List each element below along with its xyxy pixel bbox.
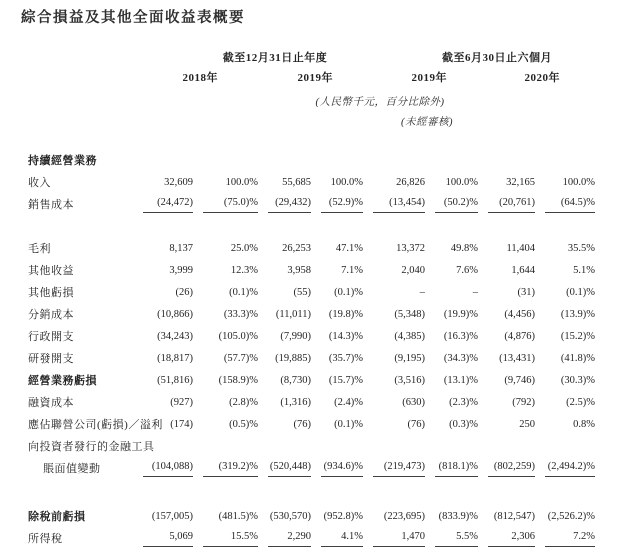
cell-value: (0.1)% — [229, 287, 258, 298]
cell-value: (19.8)% — [328, 309, 363, 320]
cell-value: (174) — [170, 419, 193, 430]
cell-value — [363, 528, 425, 550]
table-row — [28, 436, 595, 458]
cell-value: 7.6% — [456, 265, 478, 276]
cell-value: (812,547) — [493, 511, 535, 522]
table-row — [28, 150, 595, 172]
column-group-header-interim: 截至6月30日止六個月 — [442, 52, 552, 64]
cell-value: 35.5% — [567, 243, 595, 254]
cell-value: (7,990) — [280, 331, 311, 342]
cell-value — [258, 436, 311, 458]
row-label: 向投資者發行的金融工具 — [28, 441, 155, 453]
cell-value: (76) — [407, 419, 425, 430]
table-row — [28, 370, 595, 392]
underlined-value: (20,761) — [488, 197, 535, 213]
row-label: 行政開支 — [28, 331, 74, 343]
cell-value: (2,526.2)% — [547, 511, 595, 522]
cell-value: (2.3)% — [449, 397, 478, 408]
cell-value: (4,876) — [504, 331, 535, 342]
table-row — [28, 304, 595, 326]
cell-value: 100.0% — [225, 177, 258, 188]
underlined-value: (104,088) — [143, 461, 193, 477]
cell-value: (34,243) — [157, 331, 193, 342]
underlined-value: (75.0)% — [203, 197, 258, 213]
cell-value — [133, 528, 193, 550]
cell-value: (158.9)% — [218, 375, 258, 386]
cell-value: (13.1)% — [443, 375, 478, 386]
spacer-cell — [28, 216, 595, 238]
row-label: 分銷成本 — [28, 309, 74, 321]
underlined-value: 5,069 — [143, 531, 193, 547]
cell-value: (4,385) — [394, 331, 425, 342]
cell-value: (15.7)% — [328, 375, 363, 386]
cell-value — [133, 194, 193, 216]
cell-value: 12.3% — [230, 265, 258, 276]
table-row — [28, 528, 595, 550]
cell-value: 26,826 — [396, 177, 425, 188]
underlined-value: 4.1% — [321, 531, 363, 547]
cell-value: (2.8)% — [229, 397, 258, 408]
underlined-value: 7.2% — [545, 531, 595, 547]
year-header-2019-annual: 2019年 — [297, 72, 333, 84]
cell-value: (41.8)% — [560, 353, 595, 364]
underlined-value: (934.6)% — [321, 461, 363, 477]
underlined-value: 5.5% — [435, 531, 478, 547]
cell-value: (14.3)% — [328, 331, 363, 342]
cell-value: (927) — [170, 397, 193, 408]
cell-value — [311, 436, 363, 458]
spacer-cell — [28, 480, 595, 506]
table-row — [28, 172, 595, 194]
underlined-value: 1,470 — [373, 531, 425, 547]
cell-value — [133, 150, 193, 172]
cell-value: 11,404 — [506, 243, 535, 254]
cell-value — [311, 194, 363, 216]
cell-value: (157,005) — [151, 511, 193, 522]
cell-value — [311, 458, 363, 480]
cell-value: 7.1% — [341, 265, 363, 276]
cell-value: 32,609 — [164, 177, 193, 188]
underlined-value: (64.5)% — [545, 197, 595, 213]
cell-value: (19,885) — [275, 353, 311, 364]
underlined-value: 15.5% — [203, 531, 258, 547]
row-label: 除稅前虧損 — [28, 511, 86, 523]
financial-summary-table — [28, 150, 595, 550]
row-label: 賬面值變動 — [43, 463, 101, 475]
row-label: 毛利 — [28, 243, 51, 255]
underlined-value: 2,306 — [488, 531, 535, 547]
table-row — [28, 458, 595, 480]
column-group-header-annual: 截至12月31日止年度 — [222, 52, 328, 64]
cell-value — [363, 458, 425, 480]
cell-value — [425, 528, 478, 550]
cell-value: 26,253 — [282, 243, 311, 254]
cell-value: 49.8% — [450, 243, 478, 254]
cell-value — [311, 528, 363, 550]
cell-value — [535, 528, 595, 550]
underlined-value: (219,473) — [373, 461, 425, 477]
cell-value: 32,165 — [506, 177, 535, 188]
cell-value — [425, 436, 478, 458]
cell-value: 13,372 — [396, 243, 425, 254]
cell-value — [193, 194, 258, 216]
cell-value: (5,348) — [394, 309, 425, 320]
row-label: 所得稅 — [28, 533, 63, 545]
underlined-value: (29,432) — [268, 197, 311, 213]
table-row — [28, 238, 595, 260]
cell-value: 55,685 — [282, 177, 311, 188]
cell-value — [478, 150, 535, 172]
underlined-value: (24,472) — [143, 197, 193, 213]
cell-value: (833.9)% — [438, 511, 478, 522]
cell-value: 8,137 — [169, 243, 193, 254]
cell-value: (9,746) — [504, 375, 535, 386]
unaudited-note: (未經審核) — [401, 117, 453, 128]
row-label: 其他收益 — [28, 265, 74, 277]
cell-value: (35.7)% — [328, 353, 363, 364]
cell-value: (3,516) — [394, 375, 425, 386]
cell-value — [258, 150, 311, 172]
cell-value: (481.5)% — [218, 511, 258, 522]
row-label: 其他虧損 — [28, 287, 74, 299]
underlined-value: (2,494.2)% — [545, 461, 595, 477]
row-label: 應佔聯營公司(虧損)／溢利 — [28, 419, 163, 431]
cell-value — [133, 458, 193, 480]
cell-value: (16.3)% — [443, 331, 478, 342]
cell-value: (630) — [402, 397, 425, 408]
cell-value: 100.0% — [330, 177, 363, 188]
spacer-row — [28, 480, 595, 506]
table-row — [28, 414, 595, 436]
cell-value — [478, 194, 535, 216]
cell-value: 2,040 — [401, 265, 425, 276]
underlined-value: (802,259) — [488, 461, 535, 477]
underlined-value: (520,448) — [268, 461, 311, 477]
underlined-value: (50.2)% — [435, 197, 478, 213]
cell-value — [363, 150, 425, 172]
cell-value — [425, 194, 478, 216]
cell-value: 100.0% — [445, 177, 478, 188]
cell-value — [535, 458, 595, 480]
cell-value — [193, 436, 258, 458]
cell-value: (4,456) — [504, 309, 535, 320]
cell-value: 1,644 — [511, 265, 535, 276]
cell-value: (15.2)% — [560, 331, 595, 342]
cell-value: 25.0% — [230, 243, 258, 254]
cell-value: (10,866) — [157, 309, 193, 320]
cell-value: (51,816) — [157, 375, 193, 386]
table-row — [28, 506, 595, 528]
cell-value — [478, 528, 535, 550]
cell-value — [478, 458, 535, 480]
table-row — [28, 282, 595, 304]
cell-value — [478, 436, 535, 458]
cell-value: (9,195) — [394, 353, 425, 364]
cell-value: (0.1)% — [566, 287, 595, 298]
cell-value — [425, 150, 478, 172]
underlined-value: (52.9)% — [321, 197, 363, 213]
cell-value: (2.4)% — [334, 397, 363, 408]
cell-value: (105.0)% — [218, 331, 258, 342]
cell-value: (18,817) — [157, 353, 193, 364]
year-header-2020-interim: 2020年 — [524, 72, 560, 84]
cell-value — [193, 528, 258, 550]
cell-value — [258, 528, 311, 550]
cell-value: (0.1)% — [334, 419, 363, 430]
cell-value — [193, 150, 258, 172]
cell-value: (33.3)% — [223, 309, 258, 320]
table-row — [28, 194, 595, 216]
table-row — [28, 392, 595, 414]
cell-value: 0.8% — [573, 419, 595, 430]
cell-value: (34.3)% — [443, 353, 478, 364]
cell-value: (8,730) — [280, 375, 311, 386]
cell-value — [535, 194, 595, 216]
row-label: 研發開支 — [28, 353, 74, 365]
cell-value: – — [472, 287, 478, 298]
cell-value: (0.5)% — [229, 419, 258, 430]
row-label: 經營業務虧損 — [28, 375, 97, 387]
cell-value: (76) — [293, 419, 311, 430]
page-title: 綜合損益及其他全面收益表概要 — [21, 10, 245, 26]
cell-value: (55) — [293, 287, 311, 298]
cell-value: (13,431) — [499, 353, 535, 364]
cell-value: (952.8)% — [323, 511, 363, 522]
year-header-2019-interim: 2019年 — [411, 72, 447, 84]
cell-value: (1,316) — [280, 397, 311, 408]
cell-value — [193, 458, 258, 480]
cell-value — [425, 458, 478, 480]
cell-value: (2.5)% — [566, 397, 595, 408]
cell-value: 47.1% — [335, 243, 363, 254]
cell-value: (0.3)% — [449, 419, 478, 430]
row-label: 收入 — [28, 177, 51, 189]
cell-value: – — [419, 287, 425, 298]
cell-value: (13.9)% — [560, 309, 595, 320]
cell-value: 100.0% — [562, 177, 595, 188]
cell-value: (223,695) — [383, 511, 425, 522]
cell-value: 3,999 — [169, 265, 193, 276]
cell-value: (0.1)% — [334, 287, 363, 298]
cell-value: (31) — [517, 287, 535, 298]
cell-value: 5.1% — [573, 265, 595, 276]
table-row — [28, 326, 595, 348]
cell-value: (11,011) — [275, 309, 311, 320]
cell-value: (530,570) — [269, 511, 311, 522]
underlined-value: (319.2)% — [203, 461, 258, 477]
table-row — [28, 348, 595, 370]
cell-value: (57.7)% — [223, 353, 258, 364]
cell-value: (26) — [175, 287, 193, 298]
table-row — [28, 260, 595, 282]
cell-value: 3,958 — [287, 265, 311, 276]
underlined-value: 2,290 — [268, 531, 311, 547]
underlined-value: (818.1)% — [435, 461, 478, 477]
spacer-row — [28, 216, 595, 238]
cell-value — [311, 150, 363, 172]
cell-value: (19.9)% — [443, 309, 478, 320]
cell-value — [363, 436, 425, 458]
cell-value: (792) — [512, 397, 535, 408]
row-label: 融資成本 — [28, 397, 74, 409]
cell-value — [258, 458, 311, 480]
currency-unit-note: (人民幣千元，百分比除外) — [315, 97, 445, 108]
cell-value — [535, 150, 595, 172]
cell-value: 250 — [519, 419, 535, 430]
underlined-value: (13,454) — [373, 197, 425, 213]
cell-value — [363, 194, 425, 216]
year-header-2018: 2018年 — [182, 72, 218, 84]
cell-value — [535, 436, 595, 458]
cell-value: (30.3)% — [560, 375, 595, 386]
row-label: 持續經營業務 — [28, 155, 97, 167]
cell-value — [258, 194, 311, 216]
row-label: 銷售成本 — [28, 199, 74, 211]
